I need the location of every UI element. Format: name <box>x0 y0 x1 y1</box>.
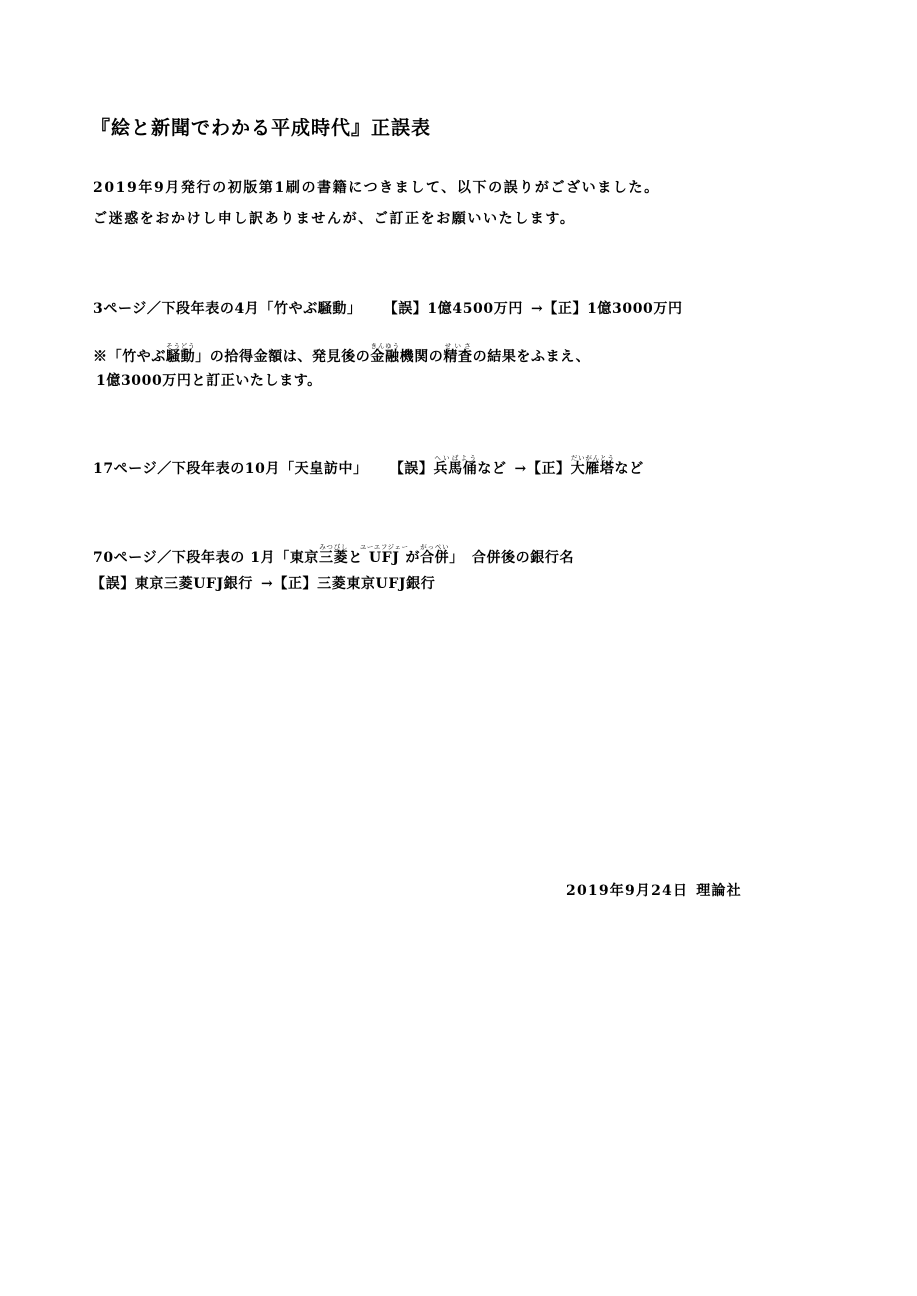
intro-line-1: 2019年9月発行の初版第1刷の書籍につきまして、以下の誤りがございました。 <box>93 180 660 196</box>
page-title: 『絵と新聞でわかる平成時代』正誤表 <box>91 117 432 139</box>
ruby-soudou <box>166 342 196 365</box>
erratum-1-note-line-1 <box>93 342 590 366</box>
ruby-gappei <box>420 543 450 566</box>
erratum-1-location: 3ページ／下段年表の4月「竹やぶ騒動」 <box>93 301 362 317</box>
intro-line-2: ご迷惑をおかけし申し訳ありませんが、ご訂正をお願いいたします。 <box>93 211 576 227</box>
erratum-3-correct-label: 【正】 <box>273 576 318 592</box>
note-mid-2: 機関の <box>399 349 444 365</box>
erratum-2-correct-label: 【正】 <box>526 461 571 477</box>
ruby-reading-mitsubishi: みつびし <box>319 543 349 551</box>
erratum-2-wrong-label: 【誤】 <box>389 461 434 477</box>
erratum-3-location-mid-2: が <box>405 550 421 566</box>
ruby-reading-gappei: がっぺい <box>420 543 450 551</box>
ruby-reading-ufj: ユーエフジェー <box>359 543 409 551</box>
ruby-reading-daigantou: だいがんとう <box>570 454 615 462</box>
ruby-heibayou <box>433 454 478 477</box>
erratum-2-correct-value: 大雁塔 <box>570 461 615 477</box>
ruby-base-mitsubishi: 三菱 <box>319 550 349 566</box>
erratum-2-header <box>93 454 644 478</box>
erratum-2-correct-suffix: など <box>614 461 644 477</box>
erratum-1-header <box>93 300 683 318</box>
erratum-2-arrow: → <box>514 461 527 477</box>
footer-signature <box>566 882 742 900</box>
footer-date: 2019年9月24日 <box>566 883 689 899</box>
note-suffix: の結果をふまえ、 <box>472 349 591 365</box>
ruby-daigantou <box>570 454 615 477</box>
ruby-reading-kinyuu: きんゆう <box>370 342 400 350</box>
ruby-base-gappei: 合併 <box>420 550 450 566</box>
erratum-1-correct-label: 【正】 <box>543 301 588 317</box>
erratum-3-wrong-label: 【誤】 <box>91 576 135 592</box>
erratum-3-arrow: → <box>261 576 274 592</box>
ruby-ufj <box>359 543 409 566</box>
ruby-reading-soudou: そうどう <box>166 342 196 350</box>
erratum-3-location-suffix: 」 <box>449 550 464 566</box>
erratum-3-correct-value: 三菱東京UFJ銀行 <box>317 576 436 592</box>
ruby-base-seisa: 精査 <box>443 349 473 365</box>
note-prefix: ※「竹やぶ <box>93 349 166 365</box>
erratum-1-wrong-value: 1億4500万円 <box>427 301 523 317</box>
erratum-2-wrong-suffix: など <box>477 461 507 477</box>
erratum-1-note-line-2: 1億3000万円と訂正いたします。 <box>96 373 322 389</box>
ruby-base-ufj: UFJ <box>359 550 409 566</box>
ruby-mitsubishi <box>319 543 349 566</box>
note-mid-1: 」の拾得金額は、発見後の <box>195 349 371 365</box>
erratum-3-correction <box>91 575 435 593</box>
erratum-3-description: 合併後の銀行名 <box>471 550 575 566</box>
ruby-reading-heibayou: へいばよう <box>433 454 478 462</box>
erratum-3-location-prefix: 70ページ／下段年表の 1月「東京 <box>93 550 320 566</box>
footer-publisher: 理論社 <box>696 883 742 899</box>
erratum-1-wrong-label: 【誤】 <box>383 301 428 317</box>
ruby-seisa <box>443 342 473 365</box>
ruby-base-kinyuu: 金融 <box>370 349 400 365</box>
ruby-base-soudou: 騒動 <box>166 349 196 365</box>
erratum-3-header <box>93 543 574 567</box>
erratum-3-location-mid: と <box>348 550 363 566</box>
ruby-kinyuu <box>370 342 400 365</box>
erratum-2-location: 17ページ／下段年表の10月「天皇訪中」 <box>93 461 368 477</box>
erratum-2-wrong-value: 兵馬俑 <box>433 461 478 477</box>
erratum-1-arrow: → <box>530 301 544 317</box>
erratum-3-wrong-value: 東京三菱UFJ銀行 <box>134 576 253 592</box>
ruby-reading-seisa: せいさ <box>443 342 473 350</box>
erratum-1-correct-value: 1億3000万円 <box>587 301 683 317</box>
